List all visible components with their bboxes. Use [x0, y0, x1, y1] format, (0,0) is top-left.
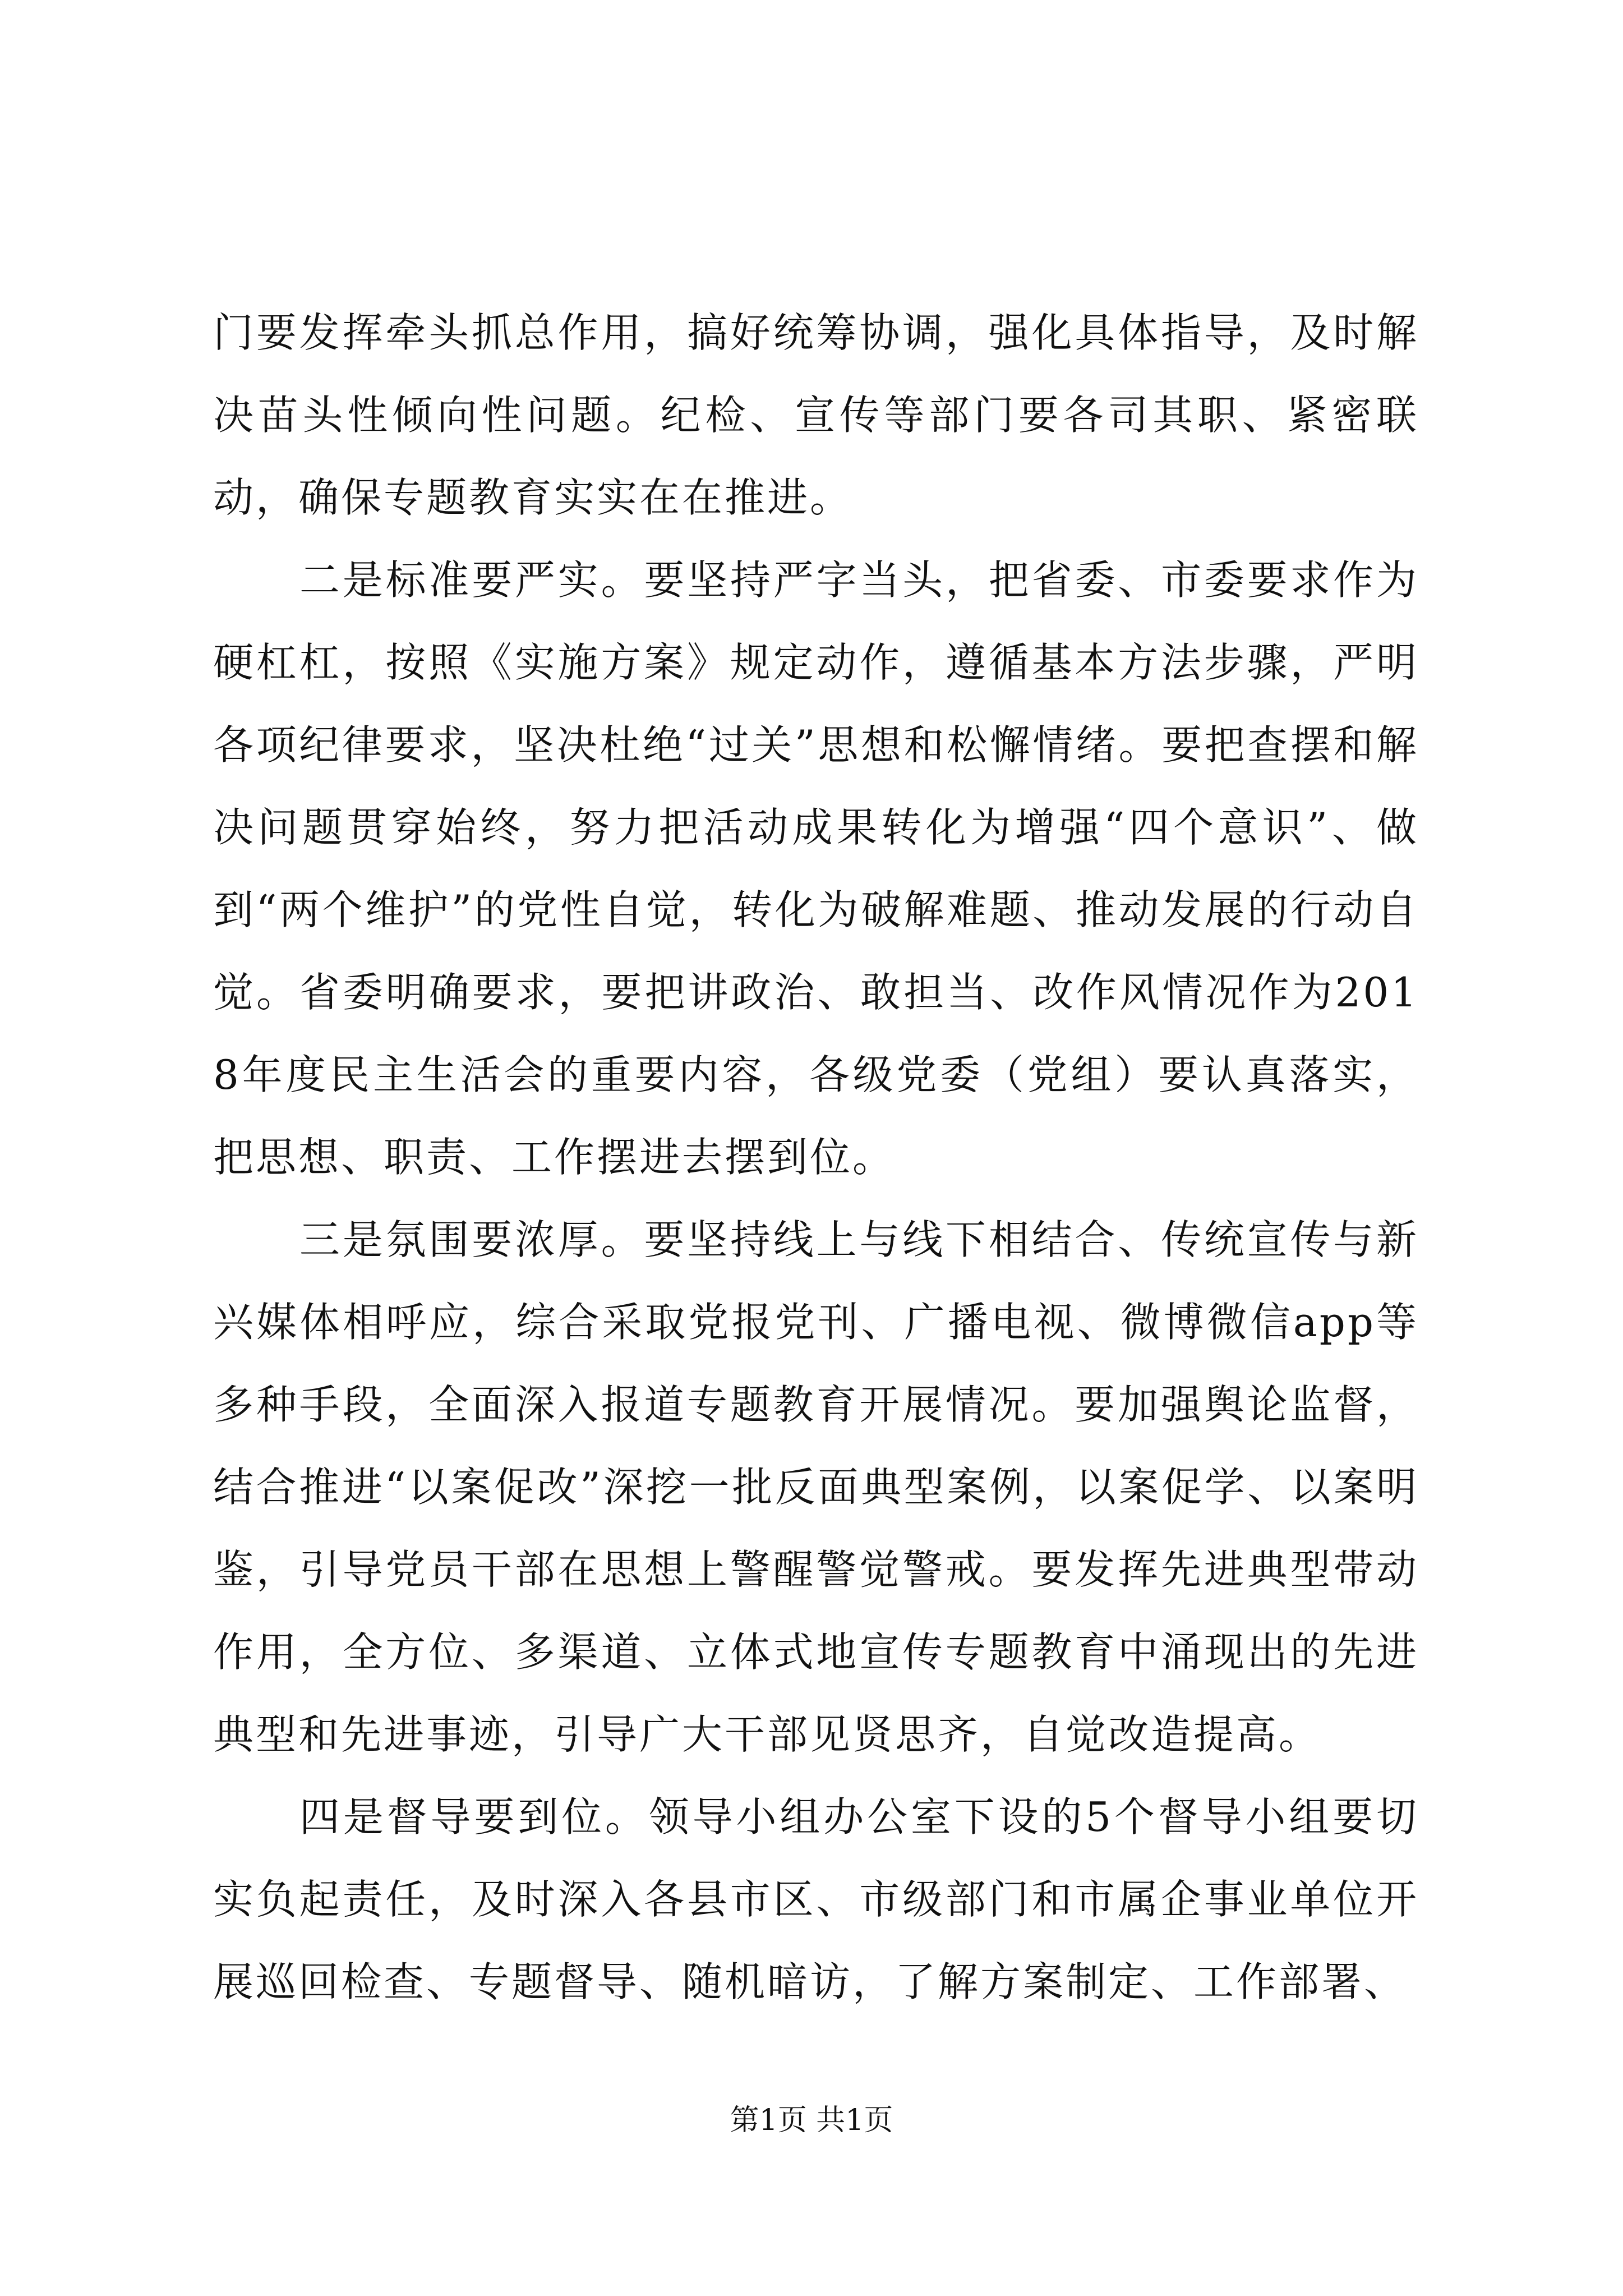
paragraph-standards: 二是标准要严实。要坚持严字当头，把省委、市委要求作为硬杠杠，按照《实施方案》规定动作，遵循基本方法步骤，严明各项纪律要求，坚决杜绝“过关”思想和松懈情绪。要把查摆和解决问题贯穿始终，努力把活动成果转化为增强“四个意识”、做到“两个维护”的党性自觉，转化为破解难题、推动发展的行动自觉。省委明确要求，要把讲政治、敢担当、改作风情况作为2018年度民主生活会的重要内容，各级党委（党组）要认真落实，把思想、职责、工作摆进去摆到位。: [213, 556, 1419, 1181]
paragraph-atmosphere: 三是氛围要浓厚。要坚持线上与线下相结合、传统宣传与新兴媒体相呼应，综合采取党报党刊、广播电视、微博微信app等多种手段，全面深入报道专题教育开展情况。要加强舆论监督，结合推进“以案促改”深挖一批反面典型案例，以案促学、以案明鉴，引导党员干部在思想上警醒警觉警戒。要发挥先进典型带动作用，全方位、多渠道、立体式地宣传专题教育中涌现出的先进典型和先进事迹，引导广大干部见贤思齐，自觉改造提高。: [213, 1216, 1419, 1758]
paragraph-supervision: 四是督导要到位。领导小组办公室下设的5个督导小组要切实负起责任，及时深入各县市区、市级部门和市属企事业单位开展巡回检查、专题督导、随机暗访，了解方案制定、工作部署、: [213, 1793, 1419, 2005]
document-body: [213, 292, 1419, 2023]
page-footer: 第1页 共1页: [730, 2104, 893, 2137]
paragraph-continuation: 门要发挥牵头抓总作用，搞好统筹协调，强化具体指导，及时解决苗头性倾向性问题。纪检、宣传等部门要各司其职、紧密联动，确保专题教育实实在在推进。: [213, 309, 1419, 521]
